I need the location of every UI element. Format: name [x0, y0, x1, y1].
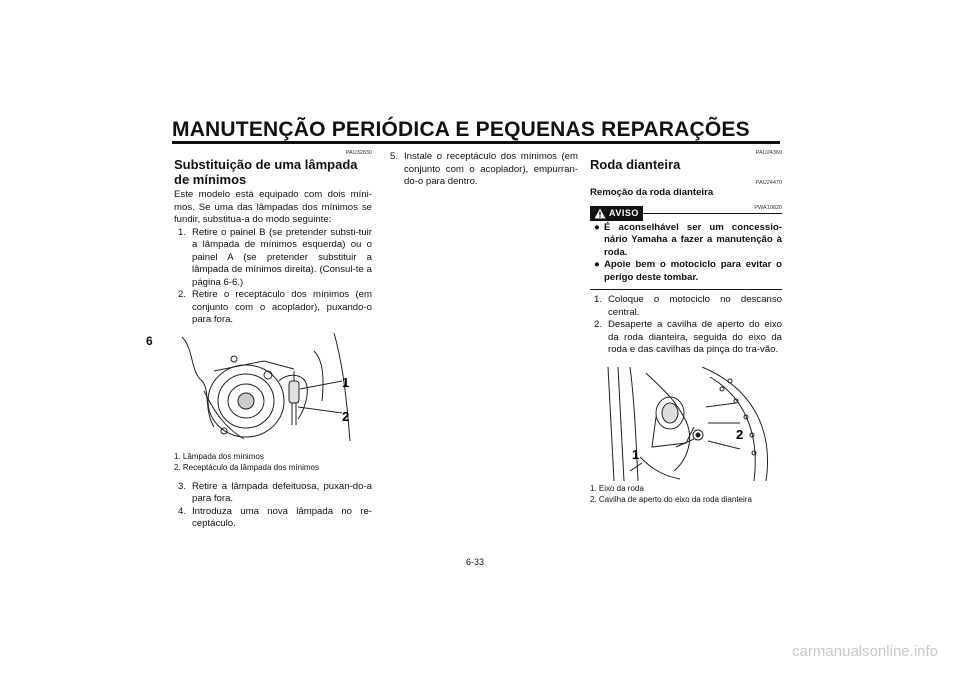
title-rule	[172, 141, 780, 144]
step-number: 2.	[594, 319, 603, 330]
step-item	[174, 289, 372, 327]
warning-triangle-icon	[594, 208, 606, 219]
callout-2: 2	[736, 426, 744, 442]
subsection-code: PAU24470	[755, 180, 782, 186]
step-number: 4.	[178, 505, 187, 517]
page-title: MANUTENÇÃO PERIÓDICA E PEQUENAS REPARAÇÕES	[172, 118, 750, 141]
step-list	[174, 481, 372, 531]
caption-line: 2. Receptáculo da lâmpada dos mínimos	[174, 462, 319, 472]
step-text: Coloque o motociclo no descanso central.	[608, 294, 782, 318]
step-item	[174, 481, 372, 506]
subsection-heading: Remoção da roda dianteira	[590, 187, 714, 198]
figure-caption	[174, 451, 372, 473]
position-light-illustration	[174, 331, 360, 449]
middle-column	[386, 151, 578, 189]
page-number: 6-33	[466, 557, 485, 567]
step-text: Retire a lâmpada defeituosa, puxan-do-a para fora.	[192, 480, 372, 504]
step-text: Desaperte a cavilha de aperto do eixo da roda dianteira, seguida do eixo da roda e das cavilhas da pinça do tra-vão.	[608, 319, 782, 355]
intro-paragraph: Este modelo está equipado com dois míni-mos. Se uma das lâmpadas dos mínimos se fundir, substitua-a do modo seguinte:	[174, 189, 372, 225]
callout-1: 1	[342, 374, 350, 390]
section-code: PAU24360	[755, 150, 782, 156]
step-number: 3.	[178, 480, 187, 492]
warning-list	[590, 222, 782, 285]
step-list	[174, 227, 372, 327]
step-item	[174, 506, 372, 531]
step-number: 5.	[390, 151, 399, 162]
figure-caption	[590, 483, 782, 505]
callout-2: 2	[342, 408, 350, 424]
caption-line: 1. Eixo da roda	[590, 483, 644, 493]
warning-rule-top	[643, 213, 782, 214]
step-number: 1.	[594, 294, 603, 305]
warning-text: É aconselhável ser um concessio-nário Yamaha a fazer a manutenção à roda.	[604, 221, 782, 258]
step-item	[590, 294, 782, 319]
warning-rule-bottom	[590, 289, 782, 290]
figure-front-wheel	[590, 367, 782, 481]
warning-item	[590, 259, 782, 284]
step-number: 2.	[178, 289, 187, 300]
step-list	[386, 151, 578, 189]
step-item	[386, 151, 578, 189]
watermark[interactable]: carmanualsonline.info	[792, 643, 938, 660]
filled-circle-icon: ●	[594, 259, 600, 270]
section-heading: Roda dianteira	[590, 157, 681, 172]
chapter-tab: 6	[146, 334, 153, 348]
warning-text: Apoie bem o motociclo para evitar o perigo deste tombar.	[604, 259, 782, 283]
warning-item	[590, 222, 782, 260]
step-item	[590, 319, 782, 357]
aviso-label: AVISO	[609, 207, 639, 218]
step-item	[174, 227, 372, 290]
right-column	[590, 150, 782, 505]
step-number: 1.	[178, 226, 187, 238]
step-text: Instale o receptáculo dos mínimos (em conjunto com o acoplador), empurran-do-o para dentro.	[404, 151, 578, 187]
step-text: Introduza uma nova lâmpada no re-ceptáculo.	[192, 505, 372, 529]
callout-1: 1	[632, 446, 640, 462]
warning-code: PWA10820	[754, 204, 782, 211]
caption-line: 2. Cavilha de aperto do eixo da roda dianteira	[590, 494, 752, 504]
section-code: PAU32830	[345, 150, 372, 156]
step-text: Retire o receptáculo dos mínimos (em conjunto com o acoplador), puxando-o para fora.	[192, 289, 372, 325]
filled-circle-icon: ●	[594, 221, 600, 233]
caption-line: 1. Lâmpada dos mínimos	[174, 451, 264, 461]
section-heading: Substituição de uma lâmpada de mínimos	[174, 157, 358, 187]
step-text: Retire o painel B (se pretender substi-tuir a lâmpada de mínimos esquerda) ou o painel A (se pretender substituir a lâmpada de mínimos direita). (Consul-te a página 6-6.)	[192, 226, 372, 288]
figure-position-light	[174, 331, 372, 449]
left-column	[174, 150, 372, 531]
step-list	[590, 294, 782, 357]
front-wheel-illustration	[590, 367, 776, 481]
aviso-badge	[590, 206, 643, 221]
